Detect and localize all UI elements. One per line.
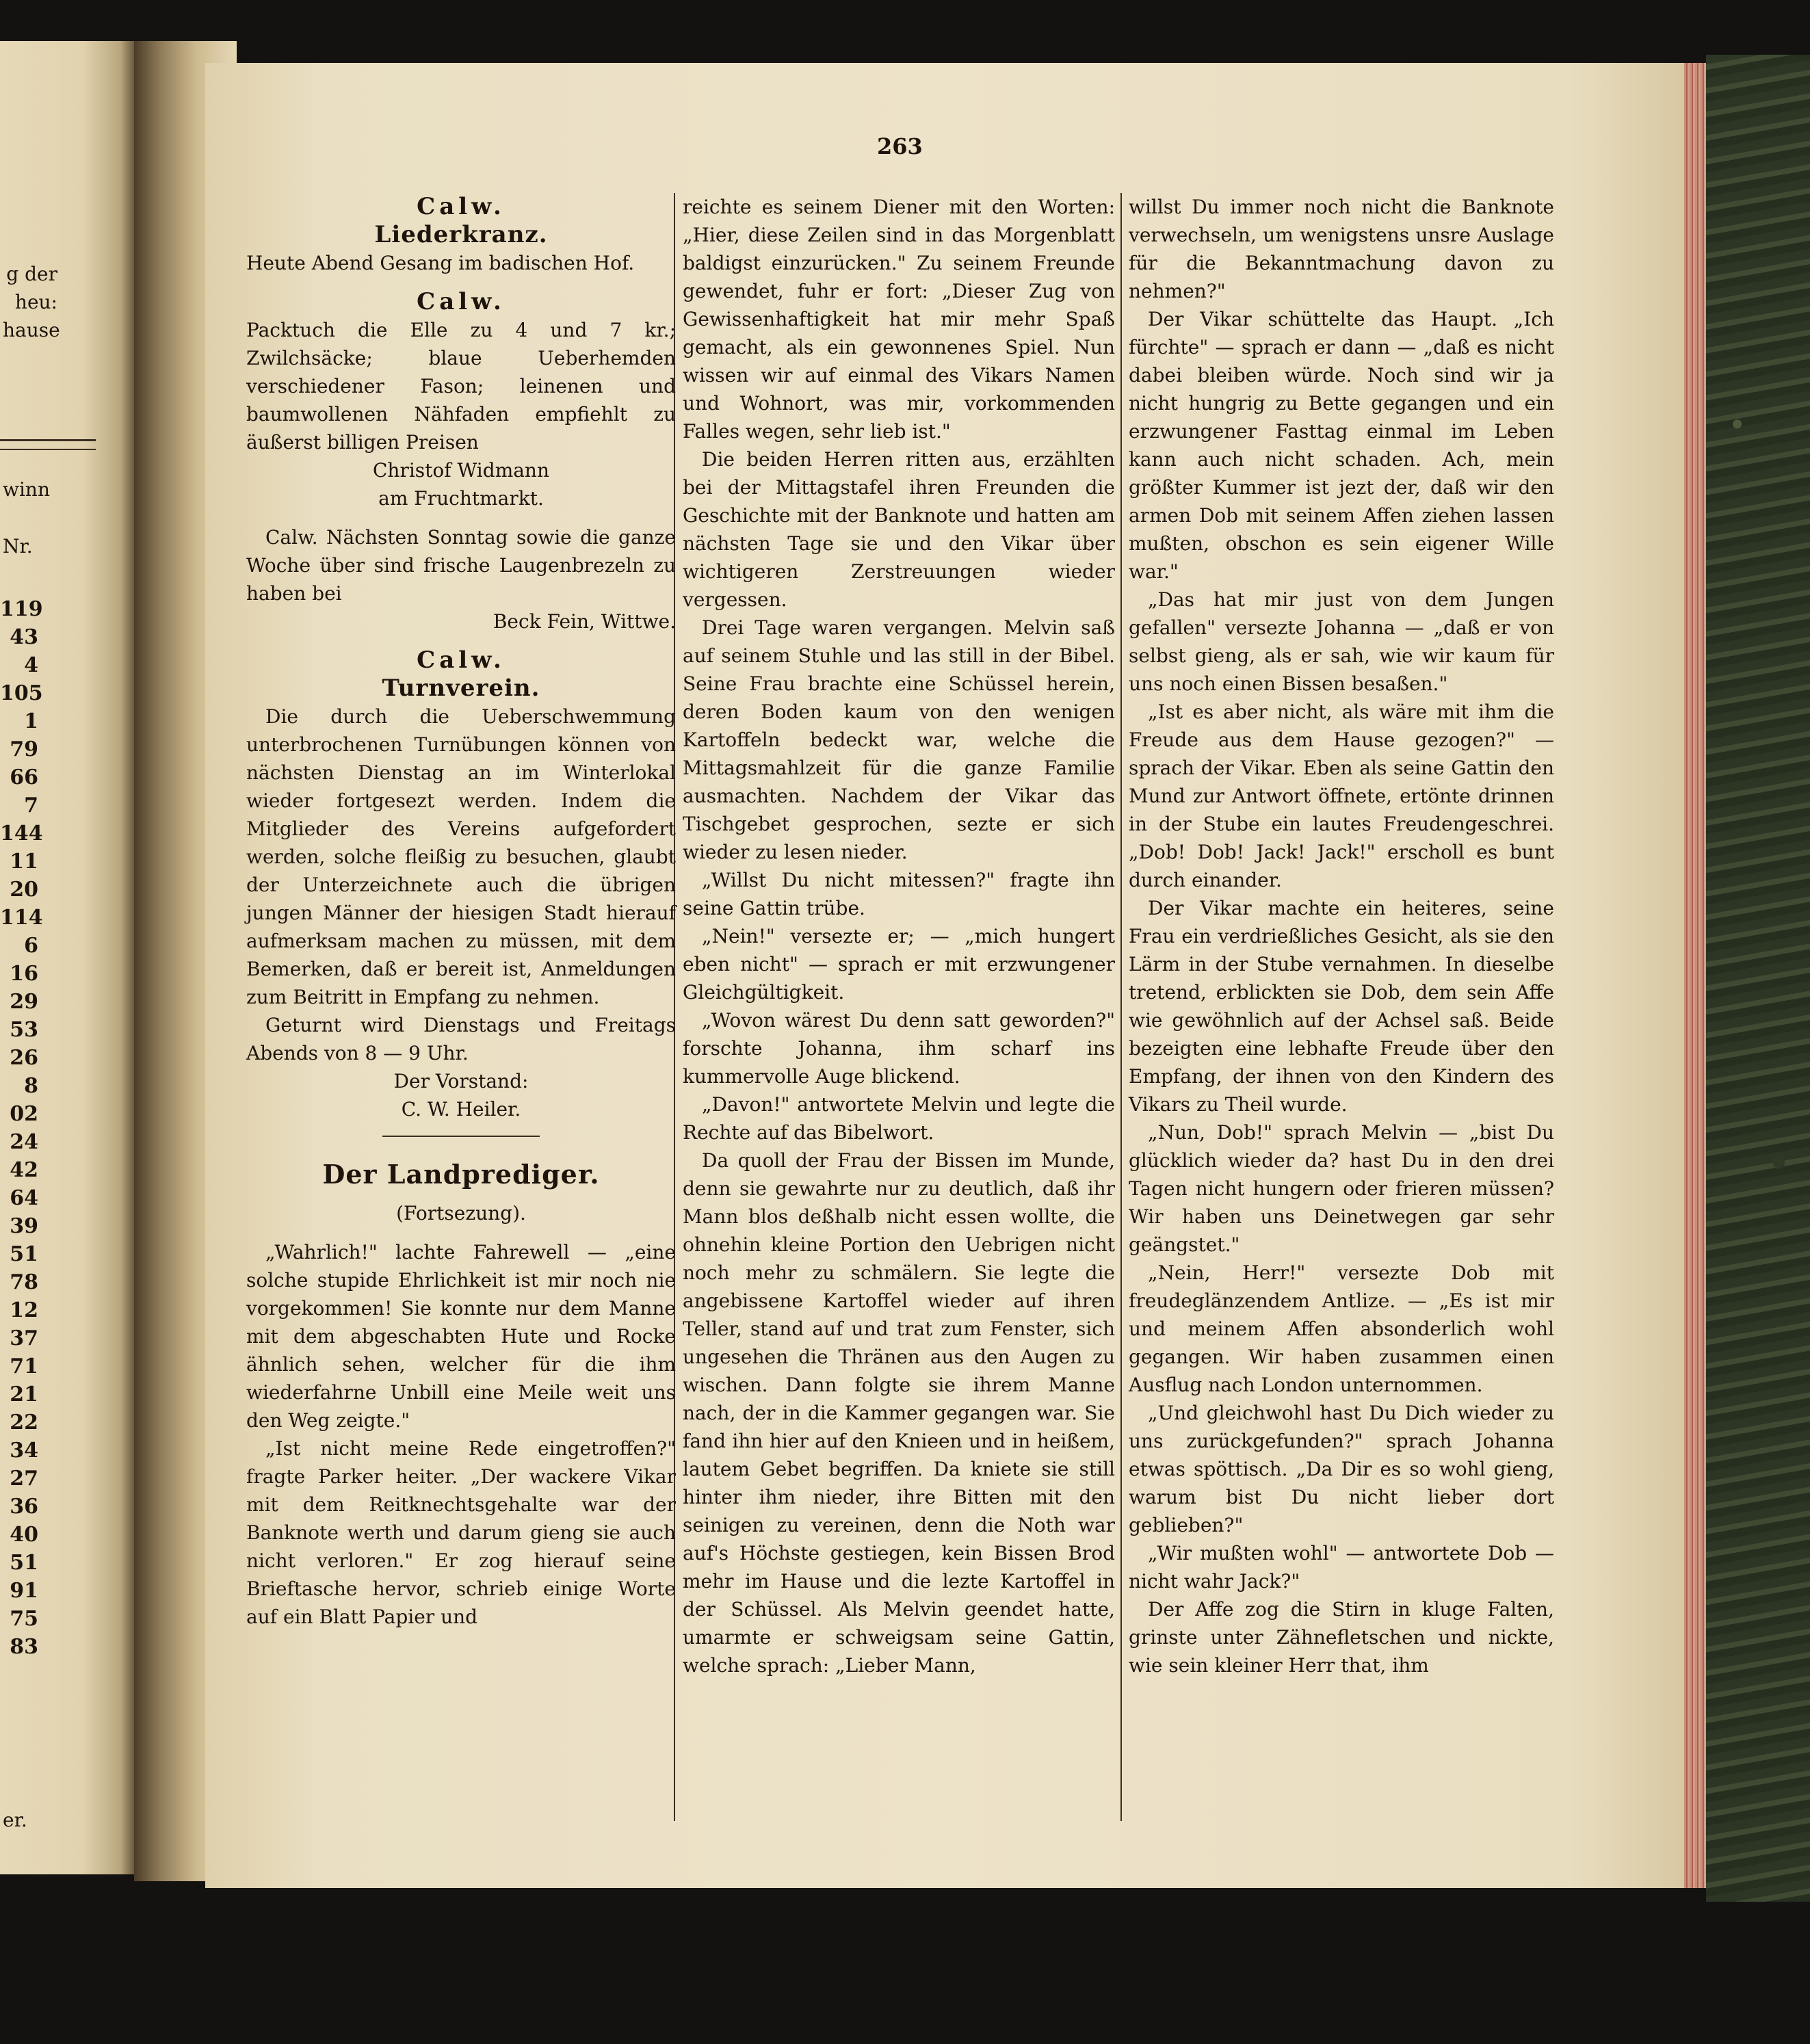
left-number: 71 xyxy=(10,1354,38,1378)
left-number: 75 xyxy=(10,1607,38,1631)
story-subtitle: (Fortsezung). xyxy=(396,1202,526,1224)
left-word: Nr. xyxy=(3,535,33,558)
left-number: 11 xyxy=(10,850,38,874)
left-number: 20 xyxy=(10,878,38,902)
story-paragraph: „Wahrlich!" lachte Fahrewell — „eine solche stupide Ehrlichkeit ist mir noch nie vorgekommen! Sie konnte nur dem Manne mit dem abgeschabten Hute und Rocke ähnlich sehen, welcher für die ihm wiederfahrne Unbill eine Meile weit uns den Weg zeigte." xyxy=(246,1241,676,1432)
left-number: 27 xyxy=(10,1467,38,1491)
left-number: 51 xyxy=(10,1242,38,1266)
left-number: 22 xyxy=(10,1411,38,1434)
left-number: 40 xyxy=(10,1523,38,1547)
left-number: 119 xyxy=(0,597,43,621)
left-number: 66 xyxy=(10,765,38,789)
left-word: g der xyxy=(6,263,57,285)
left-number: 53 xyxy=(10,1018,38,1042)
left-number: 26 xyxy=(10,1046,38,1070)
ad-title: Liederkranz. xyxy=(374,221,548,248)
column-2 xyxy=(683,193,1115,1679)
left-number: 29 xyxy=(10,990,38,1014)
story-paragraph: willst Du immer noch nicht die Banknote verwechseln, um wenigstens unsre Auslage für die Bekanntmachung davon zu nehmen?" xyxy=(1129,196,1554,302)
ad-place: Calw. xyxy=(417,288,506,315)
left-number: 4 xyxy=(24,653,38,677)
marbled-cover xyxy=(1706,55,1810,1902)
story-title: Der Landprediger. xyxy=(322,1159,600,1190)
ad-title: Turnverein. xyxy=(382,674,540,702)
story-paragraph: Der Vikar schüttelte das Haupt. „Ich fürchte" — sprach er dann — „daß es nicht dabei bleiben würde. Noch sind wir ja nicht hungrig zu Bette gegangen und ein erzwungener Fasttag einmal im Leben kann auch nicht schaden. Ach, mein größter Kummer ist jezt der, daß wir den armen Dob mit seinem Affen ziehen lassen mußten, obschon es sein eigener Wille war." xyxy=(1129,308,1554,583)
story-paragraph: Der Vikar machte ein heiteres, seine Frau ein verdrießliches Gesicht, als sie den Lärm in der Stube vernahmen. In dieselbe tretend, erblickten sie Dob, dem sein Affe wie gewöhnlich auf der Achsel saß. Beide bezeigten eine lebhafte Freude über den Empfang, der ihnen von den Kindern des Vikars zu Theil wurde. xyxy=(1129,897,1554,1116)
ad-signature: Christof Widmann xyxy=(372,459,549,482)
story-paragraph: „Nun, Dob!" sprach Melvin — „bist Du glücklich wieder da? hast Du in den drei Tagen nicht hungern oder frieren müssen? Wir haben uns Deinetwegen gar sehr geängstet." xyxy=(1129,1121,1554,1256)
section-rule xyxy=(382,1136,540,1137)
left-rule xyxy=(0,449,96,450)
story-paragraph: Der Affe zog die Stirn in kluge Falten, grinste unter Zähnefletschen und nickte, wie sein kleiner Herr that, ihm xyxy=(1129,1598,1554,1677)
ad-text: Packtuch die Elle zu 4 und 7 kr.; Zwilchsäcke; blaue Ueberhemden verschiedener Fason; leinenen und baumwollenen Nähfaden empfiehlt zu äußerst billigen Preisen xyxy=(246,319,676,454)
story-paragraph: reichte es seinem Diener mit den Worten: „Hier, diese Zeilen sind in das Morgenblatt baldigst einzurücken." Zu seinem Freunde gewendet, fuhr er fort: „Dieser Zug von Gewissenhaftigkeit hat mir mehr Spaß gemacht, als ein gewonnenes Spiel. Nun wissen wir auf einmal des Vikars Namen und Wohnort, was mir, vorkommenden Falles wegen, sehr lieb ist." xyxy=(683,196,1115,443)
story-paragraph: Die beiden Herren ritten aus, erzählten bei der Mittagstafel ihren Freunden die Geschichte mit der Banknote und hatten am nächsten Tage sie und den Vikar über wichtigeren Zerstreuungen wieder vergessen. xyxy=(683,448,1115,611)
ad-signature: am Fruchtmarkt. xyxy=(378,487,544,510)
left-word: winn xyxy=(3,478,50,501)
left-number: 12 xyxy=(10,1298,38,1322)
ad-signature: Beck Fein, Wittwe. xyxy=(493,610,676,633)
left-rule xyxy=(0,439,96,441)
left-word: hause xyxy=(3,319,60,341)
ad-signature: C. W. Heiler. xyxy=(401,1098,521,1121)
ad-text: Die durch die Ueberschwemmung unterbrochenen Turnübungen können von nächsten Dienstag an im Winterlokal wieder fortgesezt werden. Indem die Mitglieder des Vereins aufgefordert werden, solche fleißig zu besuchen, glaubt der Unterzeichnete auch die übrigen jungen Männer der hiesigen Stadt hierauf aufmerksam machen zu müssen, mit dem Bemerken, daß er bereit ist, Anmeldungen zum Beitritt in Empfang zu nehmen. xyxy=(246,705,676,1008)
left-number: 91 xyxy=(10,1579,38,1603)
left-number: 144 xyxy=(0,822,43,846)
left-number: 16 xyxy=(10,962,38,986)
column-1 xyxy=(246,193,676,1631)
left-number: 39 xyxy=(10,1214,38,1238)
story-paragraph: „Wovon wärest Du denn satt geworden?" forschte Johanna, ihm scharf ins kummervolle Auge blickend. xyxy=(683,1009,1115,1088)
ad-signature: Der Vorstand: xyxy=(393,1070,529,1092)
story-paragraph: Da quoll der Frau der Bissen im Munde, denn sie gewahrte nur zu deutlich, daß ihr Mann blos deßhalb nicht essen wollte, die ohnehin kleine Portion den Uebrigen nicht noch mehr zu schmälern. Sie legte die angebissene Kartoffel wieder auf ihren Teller, stand auf und trat zum Fenster, sich ungesehen die Thränen aus den Augen zu wischen. Dann folgte sie ihrem Manne nach, der in die Kammer gegangen war. Sie fand ihn hier auf den Knieen und in heißem, lautem Gebet begriffen. Da kniete sie still hinter ihm nieder, ihre Bitten mit den seinigen zu vereinen, denn die Noth war auf's Höchste gestiegen, kein Bissen Brod mehr im Hause und die lezte Kartoffel in der Schüssel. Als Melvin geendet hatte, umarmte er schweigsam seine Gattin, welche sprach: „Lieber Mann, xyxy=(683,1149,1115,1677)
left-number: 51 xyxy=(10,1551,38,1575)
left-word: heu: xyxy=(14,291,57,313)
story-paragraph: „Ist nicht meine Rede eingetroffen?" fragte Parker heiter. „Der wackere Vikar mit dem Reitknechtsgehalte war der Banknote werth und darum gieng sie auch nicht verloren." Er zog hierauf seine Brieftasche hervor, schrieb einige Worte auf ein Blatt Papier und xyxy=(246,1437,676,1628)
story-paragraph: „Willst Du nicht mitessen?" fragte ihn seine Gattin trübe. xyxy=(683,869,1115,919)
page-edges xyxy=(1684,63,1707,1888)
left-number: 83 xyxy=(10,1635,38,1659)
story-paragraph: „Wir mußten wohl" — antwortete Dob — nicht wahr Jack?" xyxy=(1129,1542,1554,1593)
ad-place: Calw. xyxy=(417,193,506,220)
left-number: 105 xyxy=(0,681,43,705)
left-number: 42 xyxy=(10,1158,38,1182)
left-number: 6 xyxy=(24,934,38,958)
story-paragraph: „Ist es aber nicht, als wäre mit ihm die Freude aus dem Hause gezogen?" — sprach der Vikar. Eben als seine Gattin den Mund zur Antwort öffnete, ertönte drinnen in der Stube ein lautes Freudengeschrei. „Dob! Dob! Jack! Jack!" erscholl es bunt durch einander. xyxy=(1129,700,1554,891)
left-number: 37 xyxy=(10,1326,38,1350)
left-number: 34 xyxy=(10,1439,38,1463)
left-number: 36 xyxy=(10,1495,38,1519)
left-number: 78 xyxy=(10,1270,38,1294)
left-number: 7 xyxy=(24,794,38,817)
story-paragraph: Drei Tage waren vergangen. Melvin saß auf seinem Stuhle und las still in der Bibel. Seine Frau brachte eine Schüssel herein, deren Boden kaum von den wenigen Kartoffeln bedeckt war, welche die Mittagsmahlzeit für die ganze Familie ausmachten. Nachdem der Vikar das Tischgebet gesprochen, sezte er sich wieder zu lesen nieder. xyxy=(683,616,1115,863)
story-paragraph: „Davon!" antwortete Melvin und legte die Rechte auf das Bibelwort. xyxy=(683,1093,1115,1144)
column-rule xyxy=(1120,193,1122,1821)
left-number: 114 xyxy=(0,906,43,930)
ad-text: Heute Abend Gesang im badischen Hof. xyxy=(246,252,635,274)
ad-text: Calw. Nächsten Sonntag sowie die ganze Woche über sind frische Laugenbrezeln zu haben bei xyxy=(246,526,676,605)
left-number: 21 xyxy=(10,1383,38,1406)
left-number: 8 xyxy=(24,1074,38,1098)
left-number: 43 xyxy=(10,625,38,649)
story-paragraph: „Und gleichwohl hast Du Dich wieder zu uns zurückgefunden?" sprach Johanna etwas spöttisch. „Da Dir es so wohl gieng, warum bist Du nicht lieber dort geblieben?" xyxy=(1129,1402,1554,1536)
story-paragraph: „Das hat mir just von dem Jungen gefallen" versezte Johanna — „daß er von selbst gieng, als er sah, wie wir kaum für uns noch einen Bissen besaßen." xyxy=(1129,588,1554,695)
story-paragraph: „Nein, Herr!" versezte Dob mit freudeglänzendem Antlize. — „Es ist mir und meinem Affen absonderlich wohl gegangen. Wir haben zusammen einen Ausflug nach London unternommen. xyxy=(1129,1261,1554,1396)
column-3 xyxy=(1129,193,1554,1679)
page-number: 263 xyxy=(877,133,923,159)
ad-place: Calw. xyxy=(417,646,506,674)
left-number: 1 xyxy=(24,709,38,733)
left-number: 79 xyxy=(10,737,38,761)
left-number-column xyxy=(0,595,43,1661)
story-paragraph: „Nein!" versezte er; — „mich hungert eben nicht" — sprach er mit erzwungener Gleichgültigkeit. xyxy=(683,925,1115,1004)
left-number: 02 xyxy=(10,1102,38,1126)
left-word: er. xyxy=(3,1809,27,1831)
left-fragment-top xyxy=(3,260,60,344)
left-number: 24 xyxy=(10,1130,38,1154)
ad-text: Geturnt wird Dienstags und Freitags Abends von 8 — 9 Uhr. xyxy=(246,1014,676,1064)
left-number: 64 xyxy=(10,1186,38,1210)
